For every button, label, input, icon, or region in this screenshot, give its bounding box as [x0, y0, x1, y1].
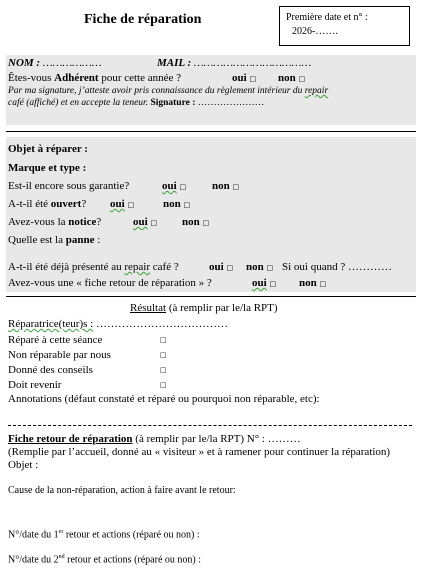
adherent-q-bold: Adhérent	[54, 72, 99, 84]
notice-pre: Avez-vous la	[8, 216, 69, 228]
checkbox-icon[interactable]: □	[160, 381, 167, 389]
checkbox-icon[interactable]: □	[202, 219, 210, 227]
panne-question: Quelle est la panne :	[8, 234, 101, 246]
checkbox-icon[interactable]: □	[179, 183, 187, 191]
consent-line-1	[8, 86, 328, 97]
ouvert-pre: A-t-il été	[8, 198, 51, 210]
presente-pre: A-t-il été déjà présenté au	[8, 261, 125, 273]
checkbox-icon[interactable]: □	[183, 201, 191, 209]
consent-line-2	[8, 98, 264, 109]
garantie-oui[interactable]	[162, 180, 186, 194]
fiche-non-label: non	[299, 277, 317, 289]
ouvert-non[interactable]	[163, 198, 190, 212]
marque-label-text: Marque et type	[8, 162, 80, 174]
consent-text-2: café (affiché) et en accepte la teneur.	[8, 98, 149, 108]
checkbox-icon[interactable]: □	[298, 75, 306, 83]
fiche-oui-label: oui	[252, 277, 267, 289]
panne-bold: panne	[65, 234, 95, 246]
checkbox-icon[interactable]: □	[266, 264, 274, 272]
retour-title-text: Fiche retour de réparation	[8, 433, 133, 445]
notice-oui[interactable]	[133, 216, 157, 230]
adherent-non-label: non	[278, 72, 296, 84]
retour-2-label	[8, 551, 201, 566]
divider	[6, 296, 416, 297]
adherent-q-post: pour cette année ?	[98, 72, 182, 84]
nom-dots: ………………	[42, 57, 102, 69]
objet-label-text: Objet à réparer	[8, 143, 82, 155]
adherent-oui-label: oui	[232, 72, 247, 84]
retour-note: (Remplie par l’accueil, donné au « visiteur » et à ramener pour continuer la réparation)	[8, 446, 391, 458]
cut-line	[8, 425, 412, 426]
checkbox-icon[interactable]: □	[160, 351, 167, 359]
si-oui-quand: Si oui quand ? …………	[282, 261, 392, 273]
adherent-non[interactable]	[278, 72, 305, 86]
ouvert-bold: ouvert	[50, 198, 82, 210]
date-value: 2026-…….	[292, 26, 338, 37]
adherent-q-pre: Êtes-vous	[8, 72, 55, 84]
reparatrice-dots: ………………………………	[95, 318, 228, 330]
adherent-question	[8, 72, 181, 85]
retour-title-note: (à remplir par le/la RPT) N° : ………	[132, 433, 301, 445]
garantie-question: Est-il encore sous garantie?	[8, 180, 130, 192]
retour1-pre: N°/date du 1	[8, 529, 59, 541]
option-non-reparable: Non réparable par nous	[8, 349, 111, 361]
retour2-post: retour et actions (réparé ou non) :	[64, 554, 201, 566]
retour1-sup: er	[58, 529, 64, 535]
notice-oui-label: oui	[133, 216, 148, 228]
objet-label: Objet à réparer :	[8, 143, 88, 155]
page-title: Fiche de réparation	[84, 12, 202, 27]
presente-non[interactable]	[246, 261, 273, 275]
nom-label: NOM :	[8, 57, 41, 69]
garantie-non-label: non	[212, 180, 230, 192]
fiche-oui[interactable]	[252, 277, 276, 291]
option-conseils: Donné des conseils	[8, 364, 93, 376]
notice-bold: notice	[68, 216, 97, 228]
retour-title	[8, 433, 301, 446]
adherent-oui[interactable]	[232, 72, 256, 86]
presente-post: café ?	[150, 261, 179, 273]
presente-oui-label: oui	[209, 261, 224, 273]
divider	[6, 131, 416, 132]
reparatrice-line	[8, 318, 228, 331]
annotations-label: Annotations (défaut constaté et réparé ou pourquoi non réparable, etc):	[8, 393, 320, 405]
retour-objet-label: Objet :	[8, 459, 39, 471]
retour1-post: retour et actions (réparé ou non) :	[63, 529, 200, 541]
result-title-text: Résultat	[130, 302, 167, 314]
presente-non-label: non	[246, 261, 264, 273]
panne-pre: Quelle est la	[8, 234, 66, 246]
checkbox-icon[interactable]: □	[160, 336, 167, 344]
ouvert-post: ?	[81, 198, 87, 210]
notice-question	[8, 216, 101, 229]
checkbox-icon[interactable]: □	[232, 183, 240, 191]
nom-line	[8, 57, 102, 70]
consent-repair-word: repair	[304, 86, 329, 96]
fiche-question: Avez-vous une « fiche retour de réparation » ?	[8, 277, 212, 289]
result-title	[130, 302, 278, 315]
ouvert-non-label: non	[163, 198, 181, 210]
checkbox-icon[interactable]: □	[226, 264, 234, 272]
reparatrice-label: Réparatrice(teur)s :	[8, 318, 94, 330]
ouvert-question	[8, 198, 86, 211]
notice-post: ?	[96, 216, 102, 228]
checkbox-icon[interactable]: □	[269, 280, 277, 288]
presente-repair-word: repair	[124, 261, 151, 273]
checkbox-icon[interactable]: □	[150, 219, 158, 227]
marque-label: Marque et type :	[8, 162, 87, 174]
fiche-non[interactable]	[299, 277, 326, 291]
option-revenir: Doit revenir	[8, 379, 62, 391]
date-box	[279, 6, 410, 46]
garantie-non[interactable]	[212, 180, 239, 194]
checkbox-icon[interactable]: □	[160, 366, 167, 374]
presente-question	[8, 261, 179, 274]
option-repare: Réparé à cette séance	[8, 334, 103, 346]
signature-dots: …………………	[197, 98, 265, 108]
ouvert-oui[interactable]	[110, 198, 134, 212]
notice-non-label: non	[182, 216, 200, 228]
result-title-note: (à remplir par le/la RPT)	[166, 302, 278, 314]
checkbox-icon[interactable]: □	[127, 201, 135, 209]
retour2-sup: nd	[58, 554, 65, 560]
retour2-pre: N°/date du 2	[8, 554, 59, 566]
cause-label: Cause de la non-réparation, action à faire avant le retour:	[8, 485, 236, 496]
consent-text-1: Par ma signature, j’atteste avoir pris connaissance du règlement intérieur du	[8, 86, 305, 96]
checkbox-icon[interactable]: □	[319, 280, 327, 288]
presente-oui[interactable]	[209, 261, 233, 275]
date-label: Première date et n° :	[286, 12, 368, 23]
retour-1-label	[8, 526, 200, 541]
notice-non[interactable]	[182, 216, 209, 230]
mail-label: MAIL :	[157, 57, 192, 69]
mail-line	[157, 57, 311, 70]
mail-dots: ………………………………	[193, 57, 312, 69]
signature-label: Signature :	[150, 98, 196, 108]
ouvert-oui-label: oui	[110, 198, 125, 210]
garantie-oui-label: oui	[162, 180, 177, 192]
checkbox-icon[interactable]: □	[249, 75, 257, 83]
